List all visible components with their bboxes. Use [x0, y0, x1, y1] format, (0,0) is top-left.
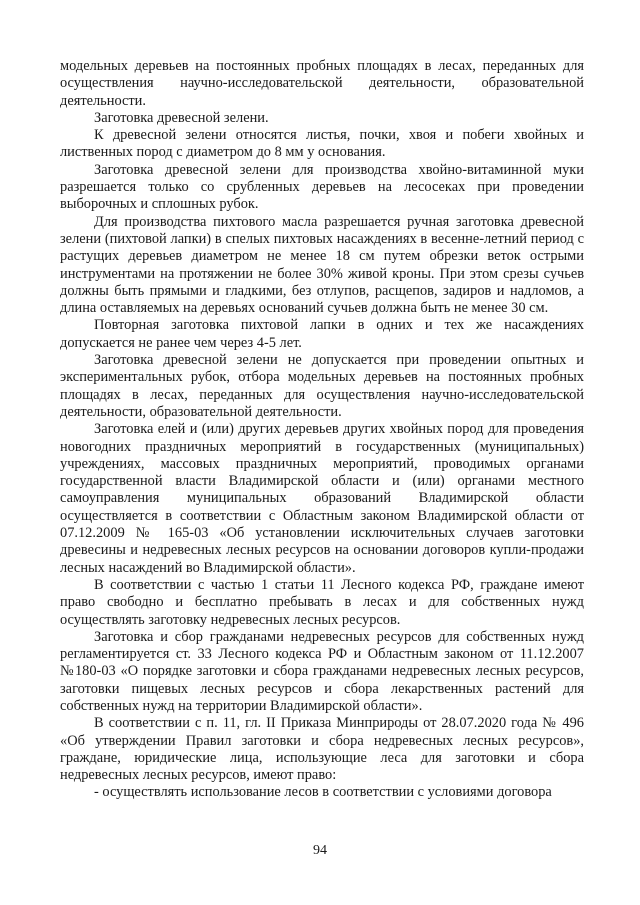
paragraph: - осуществлять использование лесов в соответствии с условиями договора	[94, 784, 552, 801]
paragraph: модельных деревьев на постоянных пробных площадях в лесах, переданных для осуществления научно-исследовательской деятельности, образовательной деятельности.	[60, 58, 584, 109]
paragraph: Повторная заготовка пихтовой лапки в одних и тех же насаждениях допускается не ранее чем через 4-5 лет.	[60, 317, 584, 351]
page-number: 94	[313, 843, 327, 858]
paragraph: Заготовка древесной зелени для производства хвойно-витаминной муки разрешается только со срубленных деревьев на лесосеках при проведении выборочных и сплошных рубок.	[60, 161, 584, 213]
document-page	[60, 58, 584, 802]
paragraph: Заготовка елей и (или) других деревьев других хвойных пород для проведения новогодних праздничных мероприятий в государственных (муниципальных) учреждениях, массовых праздничных мероприятий, проводимых органами государственной власти Владимирской области и (или) органами местного самоуправления муниципальных образований Владимирской области осуществляется в соответствии с Областным законом Владимирской области от 07.12.2009 № 165-03 «Об установлении исключительных случаев заготовки древесины и недревесных лесных ресурсов на основании договоров купли-продажи лесных насаждений во Владимирской области».	[60, 421, 584, 576]
paragraph: В соответствии с частью 1 статьи 11 Лесного кодекса РФ, граждане имеют право свободно и бесплатно пребывать в лесах и для собственных нужд осуществлять заготовку недревесных лесных ресурсов.	[60, 576, 584, 628]
paragraph: Заготовка и сбор гражданами недревесных ресурсов для собственных нужд регламентируется ст. 33 Лесного кодекса РФ и Областным законом от 11.12.2007 №180-03 «О порядке заготовки и сбора гражданами недревесных лесных ресурсов, заготовки пищевых лесных ресурсов и сбора лекарственных растений для собственных нужд на территории Владимирской области».	[60, 628, 584, 714]
paragraph: Для производства пихтового масла разрешается ручная заготовка древесной зелени (пихтовой лапки) в спелых пихтовых насаждениях в весенне-летний период с растущих деревьев диаметром не менее 18 см путем обрезки веток острыми инструментами на протяжении не более 30% живой кроны. При этом срезы сучьев должны быть прямыми и гладкими, без отлупов, расщепов, задиров и надломов, а длина оставляемых на деревьях оснований сучьев должна быть не менее 30 см.	[60, 213, 584, 317]
paragraph: К древесной зелени относятся листья, почки, хвоя и побеги хвойных и лиственных пород с диаметром до 8 мм у основания.	[60, 127, 584, 161]
paragraph: В соответствии с п. 11, гл. II Приказа Минприроды от 28.07.2020 года № 496 «Об утверждении Правил заготовки и сбора недревесных лесных ресурсов», граждане, юридические лица, использующие леса для заготовки и сбора недревесных лесных ресурсов, имеют право:	[60, 715, 584, 784]
paragraph: Заготовка древесной зелени.	[94, 109, 269, 126]
paragraph: Заготовка древесной зелени не допускается при проведении опытных и экспериментальных рубок, отбора модельных деревьев на постоянных пробных площадях в лесах, переданных для осуществления научно-исследовательской деятельности, образовательной деятельности.	[60, 352, 584, 420]
